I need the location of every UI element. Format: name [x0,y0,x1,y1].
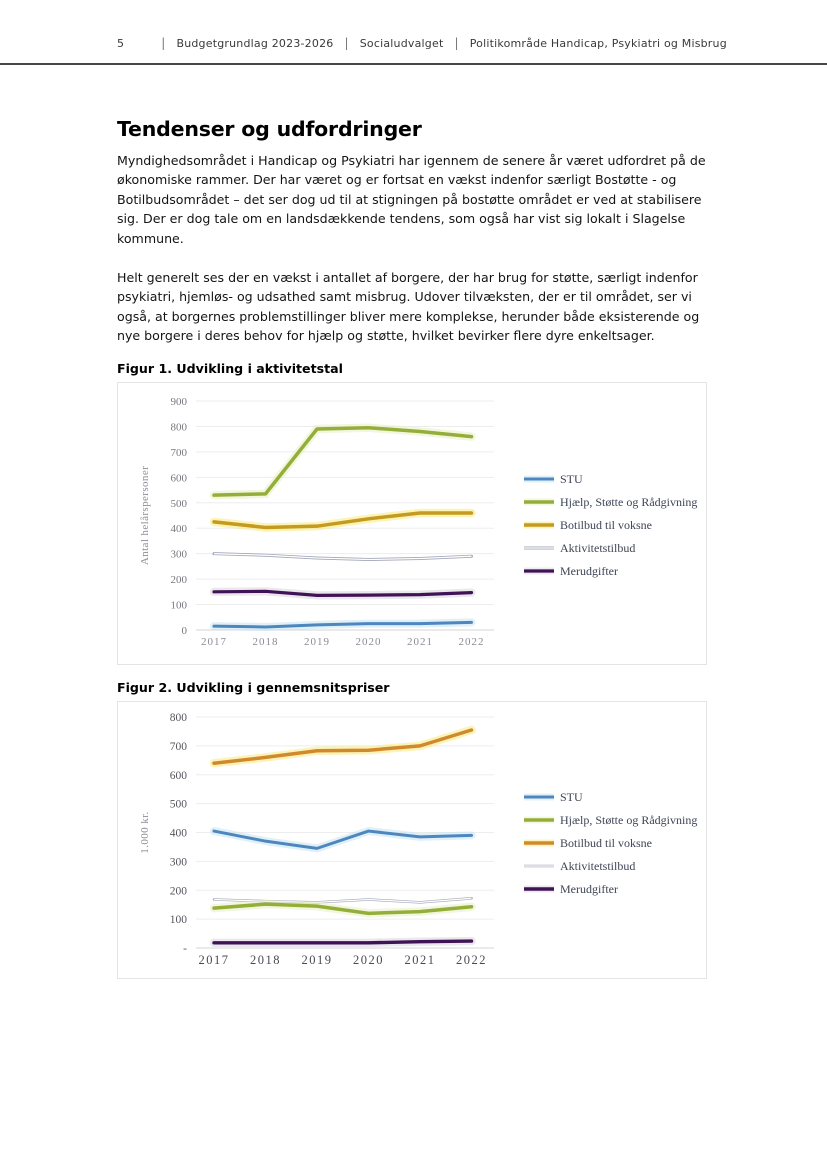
y-axis-tick-label: 0 [181,624,187,637]
y-axis-tick-label: 700 [169,740,187,753]
header-policy-area: Politikområde Handicap, Psykiatri og Misbrug [469,37,727,50]
page-content [0,117,827,979]
legend-label: Aktivitetstilbud [560,858,636,873]
paragraph-1: Myndighedsområdet i Handicap og Psykiatri har igennem de senere år været udfordret på de økonomiske rammer. Der har været og er fortsat en vækst indenfor særligt Bostøtte - og Botilbudsområdet – det ser dog ud til at stigningen på bostøtte området er ved at stabilisere sig. Der er dog tale om en landsdækkende tendens, som også har vist sig lokalt i Slagelse kommune. [117,153,706,246]
y-axis-tick-label: - [183,942,187,955]
figure2-chart [117,701,707,979]
page-number: 5 [117,37,125,50]
legend-label: Hjælp, Støtte og Rådgivning [560,494,698,509]
y-axis-tick-label: 100 [169,913,187,926]
x-axis-tick-label: 2020 [353,952,384,967]
page-title: Tendenser og udfordringer [117,117,422,141]
y-axis-tick-label: 300 [170,548,187,561]
paragraph-2: Helt generelt ses der en vækst i antallet af borgere, der har brug for støtte, særligt indenfor psykiatri, hjemløs- og udsathed samt misbrug. Udover tilvæksten, der er til området, ser vi også, at borgernes problemstillinger bliver mere komplekse, herunder både eksisterende og nye borgere i deres behov for hjælp og støtte, hvilket bevirker flere dyre enkeltsager. [117,269,700,344]
figure2-caption: Figur 2. Udvikling i gennemsnitspriser [117,679,390,695]
y-axis-tick-label: 900 [170,395,187,408]
y-axis-tick-label: 200 [169,884,187,897]
header-doc-title: Budgetgrundlag 2023-2026 [176,37,334,50]
y-axis-title: Antal helårspersoner [139,465,151,565]
header-separator: | [344,36,349,50]
header-committee: Socialudvalget [359,37,444,50]
y-axis-tick-label: 800 [170,420,187,433]
series-line-Merudgifter [214,941,472,943]
header-rule [0,63,827,65]
legend-label: Aktivitetstilbud [560,540,636,555]
header-separator: | [454,36,459,50]
y-axis-tick-label: 500 [169,798,187,811]
y-axis-tick-label: 400 [169,827,187,840]
figure1-chart [117,382,707,665]
x-axis-tick-label: 2022 [456,952,487,967]
x-axis-tick-label: 2019 [301,952,333,967]
header-separator: | [161,36,166,50]
y-axis-title: 1.000 kr. [139,810,151,854]
legend-label: Hjælp, Støtte og Rådgivning [560,812,698,827]
x-axis-tick-label: 2018 [252,635,279,648]
y-axis-tick-label: 400 [170,522,187,535]
figure1-caption: Figur 1. Udvikling i aktivitetstal [117,360,343,376]
x-axis-tick-label: 2022 [458,635,485,648]
y-axis-tick-label: 600 [170,471,187,484]
series-glow [214,427,472,494]
legend-label: Merudgifter [560,563,618,578]
y-axis-tick-label: 100 [170,599,187,612]
y-axis-tick-label: 500 [170,497,187,510]
series-line-Hjælp, Støtte og Rådgivning [214,427,472,494]
x-axis-tick-label: 2021 [404,952,436,967]
figure2-line-chart [118,702,706,978]
y-axis-tick-label: 600 [169,769,187,782]
legend-label: STU [560,789,583,804]
y-axis-tick-label: 300 [169,855,187,868]
legend-label: Botilbud til voksne [560,835,653,850]
x-axis-tick-label: 2019 [304,635,330,648]
x-axis-tick-label: 2021 [407,635,433,648]
x-axis-tick-label: 2017 [198,952,230,967]
y-axis-tick-label: 200 [170,573,187,586]
x-axis-tick-label: 2020 [355,635,382,648]
y-axis-tick-label: 700 [170,446,187,459]
page-header [0,0,827,50]
x-axis-tick-label: 2017 [201,635,227,648]
figure1-line-chart [118,383,706,664]
legend-label: STU [560,471,583,486]
y-axis-tick-label: 800 [169,711,187,724]
x-axis-tick-label: 2018 [250,952,281,967]
legend-label: Merudgifter [560,881,618,896]
legend-label: Botilbud til voksne [560,517,653,532]
